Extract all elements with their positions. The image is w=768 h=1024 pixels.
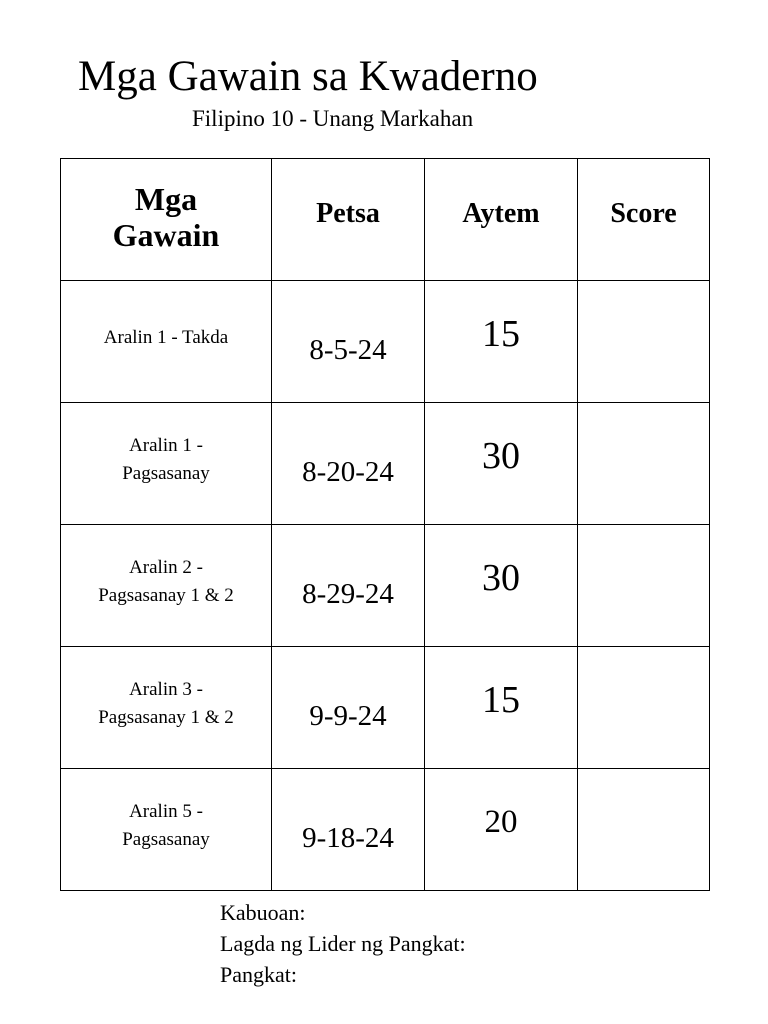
score-cell[interactable] xyxy=(578,281,710,403)
score-cell[interactable] xyxy=(578,403,710,525)
petsa-cell xyxy=(272,403,425,525)
petsa-cell xyxy=(272,281,425,403)
gawain-cell xyxy=(61,647,272,769)
petsa-cell xyxy=(272,525,425,647)
gawain-text: Aralin 5 - Pagsasanay xyxy=(122,800,210,850)
header-aytem xyxy=(425,159,578,281)
gawain-cell xyxy=(61,525,272,647)
petsa-text: 8-5-24 xyxy=(309,333,387,366)
petsa-text: 8-20-24 xyxy=(302,455,394,488)
header-score xyxy=(578,159,710,281)
header-gawain-label: Mga Gawain xyxy=(112,180,220,253)
footer-labels xyxy=(220,897,466,990)
gawain-text: Aralin 1 - Pagsasanay xyxy=(122,434,210,484)
petsa-cell xyxy=(272,647,425,769)
aytem-cell xyxy=(425,647,578,769)
petsa-text: 9-9-24 xyxy=(309,699,387,732)
aytem-text: 20 xyxy=(484,803,518,840)
gawain-cell xyxy=(61,769,272,891)
gawain-cell xyxy=(61,281,272,403)
aytem-cell xyxy=(425,403,578,525)
page-subtitle: Filipino 10 - Unang Markahan xyxy=(192,106,474,131)
gawain-text: Aralin 2 - Pagsasanay 1 & 2 xyxy=(98,556,234,606)
aytem-text: 30 xyxy=(482,556,520,599)
header-gawain xyxy=(61,159,272,281)
score-cell[interactable] xyxy=(578,769,710,891)
table-header-row xyxy=(61,159,710,281)
header-petsa-label: Petsa xyxy=(316,197,380,229)
table-row xyxy=(61,525,710,647)
aytem-cell xyxy=(425,281,578,403)
header-aytem-label: Aytem xyxy=(462,197,540,229)
petsa-text: 8-29-24 xyxy=(302,577,394,610)
pangkat-label: Pangkat: xyxy=(220,962,297,987)
table-row xyxy=(61,403,710,525)
score-cell[interactable] xyxy=(578,647,710,769)
gawain-text: Aralin 3 - Pagsasanay 1 & 2 xyxy=(98,678,234,728)
header-score-label: Score xyxy=(610,197,677,229)
aytem-cell xyxy=(425,769,578,891)
header-petsa xyxy=(272,159,425,281)
petsa-text: 9-18-24 xyxy=(302,821,394,854)
table-row xyxy=(61,769,710,891)
table-row xyxy=(61,647,710,769)
aytem-text: 15 xyxy=(482,312,520,355)
activities-table xyxy=(60,158,710,891)
aytem-cell xyxy=(425,525,578,647)
petsa-cell xyxy=(272,769,425,891)
aytem-text: 30 xyxy=(482,434,520,477)
page-title: Mga Gawain sa Kwaderno xyxy=(78,53,538,100)
gawain-cell xyxy=(61,403,272,525)
aytem-text: 15 xyxy=(482,678,520,721)
kabuoan-label: Kabuoan: xyxy=(220,900,306,925)
gawain-text: Aralin 1 - Takda xyxy=(103,326,229,348)
table-row xyxy=(61,281,710,403)
score-cell[interactable] xyxy=(578,525,710,647)
lagda-label: Lagda ng Lider ng Pangkat: xyxy=(220,931,466,956)
